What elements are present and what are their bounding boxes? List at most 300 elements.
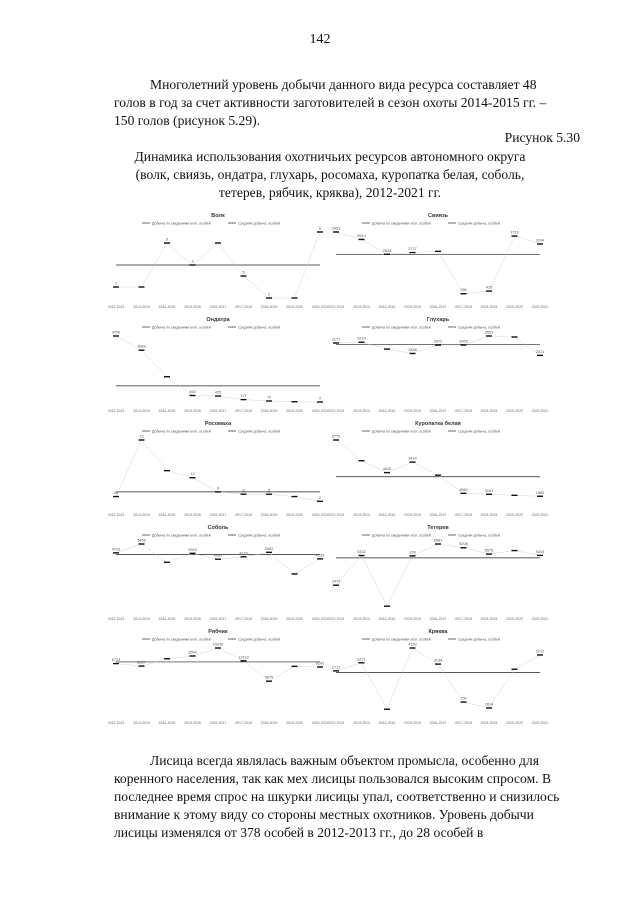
legend-label-harvest: Добыча по сведениям охот. особей [152, 637, 211, 642]
legend-label-average: Средняя добыча, особей [458, 533, 500, 538]
figure-title-line-1: Динамика использования охотничьих ресурсов автономного округа [134, 149, 526, 164]
data-point [215, 559, 221, 560]
data-point [317, 666, 323, 667]
paragraph-1-line-1: Многолетний уровень добычи данного вида ресурса составляет 48 [150, 77, 537, 92]
x-tick-label: 2014-2015 [378, 409, 396, 413]
data-point [266, 400, 272, 401]
data-point [333, 231, 339, 232]
legend-label-average: Средняя добыча, особей [458, 221, 500, 226]
data-label: 5458 [137, 538, 146, 543]
x-tick-label: 2019-2020 [506, 721, 523, 725]
data-point [317, 231, 323, 232]
data-label: 3219 [357, 336, 366, 341]
x-tick-label: 2017-2018 [235, 513, 252, 517]
data-point [215, 242, 221, 243]
chart-ryabchik [108, 626, 328, 730]
data-point [266, 552, 272, 553]
data-point [512, 336, 518, 337]
data-label: 3177 [331, 337, 341, 342]
chart-svg [108, 210, 328, 314]
paragraph-2-line-1: Лисица всегда являлась важным объектом промысла, особенно для [150, 753, 539, 768]
data-label: 12 [190, 472, 195, 477]
data-point [317, 401, 323, 402]
x-tick-label: 2012-2013 [108, 409, 125, 413]
x-tick-label: 2019-2020 [286, 513, 303, 517]
x-tick-label: 2019-2020 [506, 409, 523, 413]
data-label: 4645 [382, 467, 392, 472]
x-tick-label: 2017-2018 [455, 513, 472, 517]
chart-kuropatka [328, 418, 548, 522]
x-tick-label: 2017-2018 [455, 305, 472, 309]
x-tick-label: 2014-2015 [158, 721, 176, 725]
x-tick-label: 2014-2015 [158, 617, 176, 621]
data-point [190, 264, 196, 265]
x-tick-label: 2018-2019 [260, 305, 278, 309]
data-label: 6581 [433, 538, 443, 543]
data-point [384, 709, 390, 710]
data-label: 2814 [484, 702, 494, 707]
data-label: 10030 [212, 642, 224, 647]
legend-label-harvest: Добыча по сведениям охот. особей [152, 429, 211, 434]
chart-svg [108, 522, 328, 626]
data-label: 3424 [408, 456, 417, 461]
data-point [139, 543, 145, 544]
x-tick-label: 2020-2021 [311, 513, 328, 517]
data-label: 3161 [484, 488, 494, 493]
data-label: 3689 [137, 344, 146, 349]
legend-label-average: Средняя добыча, особей [458, 637, 500, 642]
data-point [435, 344, 441, 345]
data-label: 4723 [111, 547, 121, 552]
data-label: 3138 [433, 658, 443, 663]
series-harvest-line [336, 544, 540, 606]
data-label: 4150 [408, 642, 417, 647]
data-point [139, 665, 145, 666]
x-tick-label: 2016-2017 [429, 305, 447, 309]
data-point [359, 460, 365, 461]
data-label: 5575 [484, 548, 494, 553]
x-tick-label: 2012-2013 [108, 513, 125, 517]
data-label: 5 [242, 270, 245, 275]
x-tick-label: 2013-2014 [353, 409, 370, 413]
paragraph-2-line-2: коренного населения, так как мех лисицы пользовался высоким спросом. В [114, 771, 552, 786]
data-point [139, 439, 145, 440]
x-tick-label: 2016-2017 [429, 721, 447, 725]
data-point [190, 553, 196, 554]
data-point [410, 461, 416, 462]
x-tick-label: 2018-2019 [480, 513, 498, 517]
data-label: 8723 [111, 658, 121, 663]
x-tick-label: 2019-2020 [506, 305, 523, 309]
data-label: 8242 [315, 661, 325, 666]
data-point [164, 470, 170, 471]
data-label: 3065 [459, 339, 468, 344]
data-label: 4560 [459, 487, 468, 492]
x-tick-label: 2012-2013 [328, 513, 345, 517]
legend-label-average: Средняя добыча, особей [238, 533, 280, 538]
x-tick-label: 2013-2014 [133, 617, 150, 621]
data-label: 5 [242, 488, 245, 493]
legend-label-harvest: Добыча по сведениям охот. особей [372, 637, 431, 642]
data-point [190, 655, 196, 656]
data-point [190, 477, 196, 478]
data-label: 378 [409, 550, 416, 555]
data-label: 3 [191, 259, 194, 264]
x-tick-label: 2015-2016 [184, 721, 201, 725]
x-tick-label: 2018-2019 [260, 617, 278, 621]
chart-title: Свиязь [427, 213, 449, 219]
data-point [486, 290, 492, 291]
page-number: 142 [309, 32, 331, 47]
data-point [164, 658, 170, 659]
data-point [461, 293, 467, 294]
legend-label-average: Средняя добыча, особей [238, 221, 280, 226]
data-label: 3943 [188, 547, 197, 552]
chart-title: Тетерев [427, 525, 449, 531]
data-point [384, 254, 390, 255]
x-tick-label: 2020-2021 [531, 305, 548, 309]
x-tick-label: 2019-2020 [286, 721, 303, 725]
data-point [333, 584, 339, 585]
data-point [537, 555, 543, 556]
data-point [266, 297, 272, 298]
legend-label-average: Средняя добыча, особей [238, 325, 280, 330]
x-tick-label: 2013-2014 [133, 305, 150, 309]
x-tick-label: 2016-2017 [209, 721, 227, 725]
data-point [512, 669, 518, 670]
data-point [215, 491, 221, 492]
figure-title-line-3: тетерев, рябчик, кряква), 2012-2021 гг. [218, 185, 442, 200]
chart-title: Росомаха [204, 421, 232, 427]
data-point [292, 496, 298, 497]
data-point [410, 252, 416, 253]
data-point [461, 493, 467, 494]
x-tick-label: 2017-2018 [235, 305, 252, 309]
data-point [359, 555, 365, 556]
paragraph-2-line-3: последнее время спрос на шкурки лисицы упал, соответственно и снизилось [114, 789, 560, 804]
paragraph-1-line-3: 150 голов (рисунок 5.29). [114, 113, 261, 128]
data-label: 15 [139, 434, 144, 439]
legend-label-harvest: Добыча по сведениям охот. особей [152, 325, 211, 330]
data-label: 2672 [433, 339, 443, 344]
data-label: 70 [266, 395, 272, 400]
data-label: 2 [318, 495, 322, 500]
data-label: 3712 [535, 649, 545, 654]
x-tick-label: 2012-2013 [108, 617, 125, 621]
chart-kryakva [328, 626, 548, 730]
data-label: 3553 [484, 330, 494, 335]
figure-title-line-2: (волк, свиязь, ондатра, глухарь, росомаха, куропатка белая, соболь, [135, 167, 525, 182]
x-tick-label: 2017-2018 [235, 409, 252, 413]
data-point [512, 550, 518, 551]
legend-label-average: Средняя добыча, особей [458, 325, 500, 330]
x-tick-label: 2014-2015 [158, 513, 176, 517]
data-point [292, 573, 298, 574]
data-point [113, 552, 119, 553]
x-tick-label: 2014-2015 [378, 513, 396, 517]
x-tick-label: 2013-2014 [353, 305, 370, 309]
charts-grid [108, 210, 548, 730]
x-tick-label: 2019-2020 [286, 409, 303, 413]
data-label: 28 [113, 491, 119, 496]
data-label: 425 [214, 390, 222, 395]
series-harvest-line [116, 648, 320, 681]
x-tick-label: 2014-2015 [378, 617, 396, 621]
chart-ondatra [108, 314, 328, 418]
data-point [537, 654, 543, 655]
data-label: 2711 [331, 665, 341, 670]
x-tick-label: 2013-2014 [353, 513, 370, 517]
x-tick-label: 2014-2015 [378, 305, 396, 309]
x-tick-label: 2018-2019 [480, 617, 498, 621]
series-harvest-line [336, 232, 540, 294]
data-point [435, 663, 441, 664]
x-tick-label: 2020-2021 [531, 513, 548, 517]
paragraph-1-line-2: голов в год за счет активности заготовителей в сезон охоты 2014-2015 гг. – [114, 95, 547, 110]
data-label: 3514 [357, 233, 366, 238]
data-label: 5443 [535, 549, 545, 554]
data-point [292, 666, 298, 667]
data-point [537, 243, 543, 244]
x-tick-label: 2019-2020 [506, 513, 523, 517]
x-tick-label: 2017-2018 [235, 617, 252, 621]
data-point [292, 401, 298, 402]
data-point [266, 494, 272, 495]
data-point [241, 556, 247, 557]
x-tick-label: 2016-2017 [209, 617, 227, 621]
data-point [537, 355, 543, 356]
data-label: 1 [114, 281, 118, 286]
chart-title: Рябчик [208, 629, 228, 635]
data-label: 4689 [213, 553, 223, 558]
chart-svg [108, 418, 328, 522]
legend-label-harvest: Добыча по сведениям охот. особей [152, 533, 211, 538]
x-tick-label: 2015-2016 [184, 305, 201, 309]
paragraph-2 [114, 752, 580, 842]
data-point [164, 242, 170, 243]
data-point [241, 275, 247, 276]
x-tick-label: 2013-2014 [133, 721, 150, 725]
x-tick-label: 2016-2017 [209, 305, 227, 309]
x-tick-label: 2015-2016 [404, 409, 421, 413]
x-tick-label: 2019-2020 [286, 617, 303, 621]
data-point [359, 239, 365, 240]
x-tick-label: 2012-2013 [328, 409, 345, 413]
x-tick-label: 2015-2016 [404, 305, 421, 309]
legend-label-harvest: Добыча по сведениям охот. особей [372, 429, 431, 434]
x-tick-label: 2013-2014 [353, 617, 370, 621]
data-label: 5675 [264, 675, 274, 680]
data-label: 2848 [408, 347, 417, 352]
data-point [410, 647, 416, 648]
chart-title: Куропатка белая [415, 421, 461, 427]
data-point [317, 501, 323, 502]
x-tick-label: 2012-2013 [328, 721, 345, 725]
data-label: 8287 [137, 660, 146, 665]
x-tick-label: 2019-2020 [506, 617, 523, 621]
data-point [190, 395, 196, 396]
chart-sviyaz [328, 210, 548, 314]
x-tick-label: 2016-2017 [429, 617, 447, 621]
data-label: 6 [216, 486, 220, 491]
x-tick-label: 2015-2016 [184, 409, 201, 413]
paragraph-1 [114, 76, 580, 130]
data-label: 415 [485, 285, 493, 290]
data-point [384, 606, 390, 607]
data-label: 6208 [459, 542, 468, 547]
x-tick-label: 2016-2017 [429, 409, 447, 413]
chart-sobol [108, 522, 328, 626]
data-label: 0 [318, 396, 322, 401]
data-point [333, 670, 339, 671]
x-tick-label: 2017-2018 [235, 721, 252, 725]
data-point [512, 235, 518, 236]
x-tick-label: 2020-2021 [531, 617, 548, 621]
data-point [164, 376, 170, 377]
chart-title: Соболь [207, 525, 229, 531]
data-point [215, 647, 221, 648]
data-point [461, 344, 467, 345]
data-label: 11413 [238, 655, 249, 660]
data-label: 2623 [382, 248, 392, 253]
x-tick-label: 2020-2021 [531, 721, 548, 725]
data-label: 256 [460, 288, 467, 293]
data-point [435, 251, 441, 252]
chart-svg [108, 626, 328, 730]
chart-volk [108, 210, 328, 314]
chart-title: Волк [211, 213, 225, 219]
data-point [164, 562, 170, 563]
x-tick-label: 2018-2019 [480, 409, 498, 413]
x-tick-label: 2012-2013 [328, 305, 345, 309]
data-label: 2511 [535, 349, 545, 354]
x-tick-label: 2018-2019 [260, 721, 278, 725]
data-label: 1880 [535, 490, 545, 495]
figure-number: Рисунок 5.30 [504, 130, 580, 145]
x-tick-label: 2014-2015 [158, 409, 176, 413]
legend-label-harvest: Добыча по сведениям охот. особей [152, 221, 211, 226]
data-point [266, 680, 272, 681]
legend-label-harvest: Добыча по сведениям охот. особей [372, 221, 431, 226]
data-point [241, 399, 247, 400]
data-point [435, 543, 441, 544]
data-point [292, 297, 298, 298]
data-label: 5 [165, 237, 169, 242]
data-point [359, 342, 365, 343]
data-label: 3244 [535, 238, 545, 243]
paragraph-2-line-5: лисицы изменялся от 378 особей в 2012-2013 гг., до 28 особей в [114, 825, 484, 840]
data-point [435, 474, 441, 475]
x-tick-label: 2018-2019 [480, 721, 498, 725]
data-point [486, 707, 492, 708]
x-tick-label: 2015-2016 [184, 513, 201, 517]
chart-glukhar [328, 314, 548, 418]
x-tick-label: 2015-2016 [404, 617, 421, 621]
data-point [317, 558, 323, 559]
legend-label-harvest: Добыча по сведениям охот. особей [372, 533, 431, 538]
x-tick-label: 2020-2021 [531, 409, 548, 413]
data-point [113, 335, 119, 336]
x-tick-label: 2020-2021 [311, 721, 328, 725]
x-tick-label: 2014-2015 [158, 305, 176, 309]
legend-label-average: Средняя добыча, особей [238, 637, 280, 642]
x-tick-label: 2012-2013 [108, 721, 125, 725]
data-label: 2473 [331, 579, 341, 584]
x-tick-label: 2013-2014 [353, 721, 370, 725]
data-label: 463 [189, 389, 196, 394]
x-tick-label: 2012-2013 [328, 617, 345, 621]
data-label: 4700 [111, 330, 121, 335]
data-point [410, 555, 416, 556]
x-tick-label: 2017-2018 [455, 721, 472, 725]
data-label: 2727 [408, 247, 417, 252]
data-label: 6 [318, 226, 322, 231]
data-label: 3221 [357, 657, 366, 662]
legend-label-average: Средняя добыча, особей [238, 429, 280, 434]
data-label: 3961 [331, 226, 341, 231]
figure-title [100, 148, 560, 202]
chart-title: Кряква [428, 629, 448, 635]
legend-label-average: Средняя добыча, особей [458, 429, 500, 434]
data-label: 5432 [357, 550, 366, 555]
x-tick-label: 2018-2019 [260, 409, 278, 413]
data-point [461, 701, 467, 702]
data-label: 171 [240, 394, 247, 399]
data-label: 5 [267, 488, 271, 493]
x-tick-label: 2016-2017 [209, 513, 227, 517]
data-point [241, 660, 247, 661]
data-label: 4230 [315, 553, 325, 558]
series-harvest-line [336, 648, 540, 709]
data-point [113, 496, 119, 497]
x-tick-label: 2013-2014 [133, 409, 150, 413]
data-point [512, 495, 518, 496]
data-point [359, 662, 365, 663]
data-point [139, 286, 145, 287]
chart-title: Глухарь [426, 317, 450, 323]
chart-rosomakha [108, 418, 328, 522]
chart-svg [328, 626, 548, 730]
x-tick-label: 2015-2016 [404, 721, 421, 725]
data-point [410, 353, 416, 354]
data-point [384, 348, 390, 349]
paragraph-2-line-4: внимание к этому виду со стороны местных охотников. Уровень добычи [114, 807, 534, 822]
x-tick-label: 2018-2019 [480, 305, 498, 309]
x-tick-label: 2013-2014 [133, 513, 150, 517]
chart-svg [108, 314, 328, 418]
data-point [139, 349, 145, 350]
data-label: 2 [267, 292, 271, 297]
data-label: 3716 [510, 230, 519, 235]
data-label: 2982 [264, 546, 274, 551]
data-point [333, 439, 339, 440]
data-point [384, 472, 390, 473]
data-point [486, 553, 492, 554]
x-tick-label: 2015-2016 [184, 617, 201, 621]
data-label: 750 [460, 696, 467, 701]
x-tick-label: 2019-2020 [286, 305, 303, 309]
data-point [486, 494, 492, 495]
x-tick-label: 2018-2019 [260, 513, 278, 517]
x-tick-label: 2016-2017 [209, 409, 227, 413]
chart-svg [328, 314, 548, 418]
x-tick-label: 2014-2015 [378, 721, 396, 725]
chart-title: Ондатра [206, 317, 230, 323]
x-tick-label: 2015-2016 [404, 513, 421, 517]
data-label: 9554 [188, 650, 197, 655]
x-tick-label: 2017-2018 [455, 409, 472, 413]
legend-label-harvest: Добыча по сведениям охот. особей [372, 325, 431, 330]
